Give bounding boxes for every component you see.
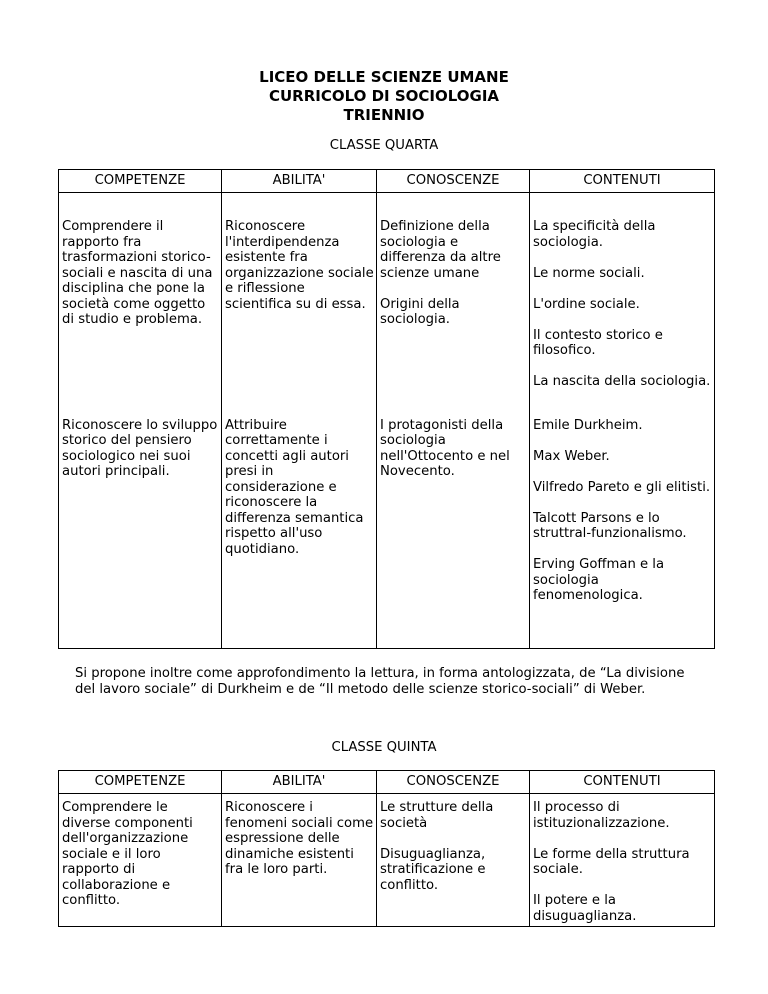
conoscenza-item: Disuguaglianza, stratificazione e conflitto.	[380, 846, 486, 893]
table-row	[59, 794, 715, 927]
contenuto-item: Le norme sociali.	[533, 265, 645, 281]
cell-abilita: Attribuire correttamente i concetti agli autori presi in considerazione e riconoscere la differenza semantica rispetto all'uso quotidiano.	[222, 398, 377, 649]
cell-competenze: Comprendere il rapporto fra trasformazioni storico-sociali e nascita di una disciplina che pone la società come oggetto di studio e problema.	[59, 193, 222, 398]
contenuto-item: Le forme della struttura sociale.	[533, 846, 690, 877]
table-header-row	[59, 771, 715, 794]
contenuto-item: L'ordine sociale.	[533, 296, 640, 312]
column-header-abilita: ABILITA'	[222, 170, 377, 193]
conoscenza-item: Le strutture della società	[380, 800, 494, 831]
title-line-3: TRIENNIO	[343, 106, 425, 124]
table-row	[59, 193, 715, 398]
cell-conoscenze: I protagonisti della sociologia nell'Ottocento e nel Novecento.	[377, 398, 530, 649]
cell-competenze: Comprendere le diverse componenti dell'organizzazione sociale e il loro rapporto di collaborazione e conflitto.	[59, 794, 222, 927]
contenuto-item: Emile Durkheim.	[533, 417, 643, 433]
table-classe-quinta	[58, 770, 715, 927]
conoscenza-item: Definizione della sociologia e differenza da altre scienze umane	[380, 219, 501, 281]
note-paragraph: Si propone inoltre come approfondimento la lettura, in forma antologizzata, de “La divisione del lavoro sociale” di Durkheim e de “Il metodo delle scienze storico-sociali” di Weber.	[75, 666, 685, 697]
title-line-2: CURRICOLO DI SOCIOLOGIA	[268, 87, 500, 105]
cell-conoscenze	[377, 193, 530, 398]
column-header-contenuti: CONTENUTI	[530, 170, 715, 193]
cell-contenuti	[530, 398, 715, 649]
table-row	[59, 398, 715, 649]
conoscenza-item: Origini della sociologia.	[380, 296, 460, 327]
cell-abilita: Riconoscere i fenomeni sociali come espressione delle dinamiche esistenti fra le loro parti.	[222, 794, 377, 927]
contenuto-item: La nascita della sociologia.	[533, 374, 711, 389]
cell-abilita: Riconoscere l'interdipendenza esistente fra organizzazione sociale e riflessione scientifica su di essa.	[222, 193, 377, 398]
contenuto-item: Erving Goffman e la sociologia fenomenologica.	[533, 557, 665, 603]
contenuto-item: Il contesto storico e filosofico.	[533, 327, 663, 358]
column-header-contenuti: CONTENUTI	[530, 771, 715, 794]
cell-contenuti	[530, 794, 715, 927]
contenuto-item: Talcott Parsons e lo struttral-funzionalismo.	[533, 510, 687, 541]
contenuto-item: Max Weber.	[533, 448, 610, 464]
contenuto-item: Il potere e la disuguaglianza.	[533, 893, 637, 924]
column-header-competenze: COMPETENZE	[59, 170, 222, 193]
cell-contenuti	[530, 193, 715, 398]
contenuto-item: Vilfredo Pareto e gli elitisti.	[533, 479, 711, 495]
title-line-1: LICEO DELLE SCIENZE UMANE	[259, 68, 509, 86]
contenuto-item: La specificità della sociologia.	[533, 219, 656, 250]
column-header-abilita: ABILITA'	[222, 771, 377, 794]
column-header-competenze: COMPETENZE	[59, 771, 222, 794]
document-title	[0, 68, 768, 125]
table-header-row	[59, 170, 715, 193]
contenuto-item: Il processo di istituzionalizzazione.	[533, 800, 670, 831]
column-header-conoscenze: CONOSCENZE	[377, 170, 530, 193]
column-header-conoscenze: CONOSCENZE	[377, 771, 530, 794]
cell-conoscenze	[377, 794, 530, 927]
classe-quinta-heading: CLASSE QUINTA	[331, 740, 437, 755]
classe-quarta-heading: CLASSE QUARTA	[329, 138, 439, 153]
table-classe-quarta	[58, 169, 715, 649]
cell-competenze: Riconoscere lo sviluppo storico del pensiero sociologico nei suoi autori principali.	[59, 398, 222, 649]
